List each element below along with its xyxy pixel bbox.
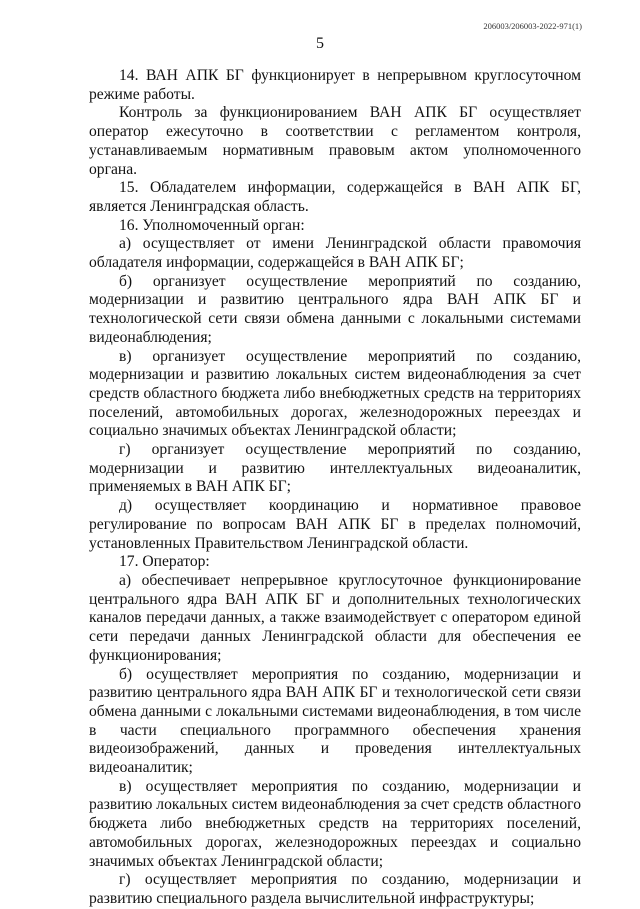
paragraph-16-heading: 16. Уполномоченный орган: xyxy=(119,216,305,234)
paragraph-17-heading: 17. Оператор: xyxy=(119,553,210,571)
paragraph-17-g: г) осуществляет мероприятия по созданию, модернизации и развитию специального раздела вычислительной инфраструктуры; xyxy=(89,871,581,907)
document-id: 206003/206003-2022-971(1) xyxy=(483,21,582,31)
paragraph-14: 14. ВАН АПК БГ функционирует в непрерывном круглосуточном режиме работы. xyxy=(89,67,581,103)
paragraph-17-a: а) обеспечивает непрерывное круглосуточное функционирование центрального ядра ВАН АПК БГ и дополнительных технологических каналов передачи данных, а также взаимодействует с оператором единой сети передачи данных Ленинградской области для обеспечения ее функционирования; xyxy=(89,571,581,664)
page-number: 5 xyxy=(316,35,324,52)
paragraph-16-v: в) организует осуществление мероприятий по созданию, модернизации и развитию локальных систем видеонаблюдения за счет средств областного бюджета либо внебюджетных средств на территориях поселений, автомобильных дорогах, железнодорожных переездах и социально значимых объектах Ленинградской области; xyxy=(89,347,581,440)
paragraph-16-d: д) осуществляет координацию и нормативное правовое регулирование по вопросам ВАН АПК БГ в пределах полномочий, установленных Правительством Ленинградской области. xyxy=(89,497,581,552)
paragraph-16-g: г) организует осуществление мероприятий по созданию, модернизации и развитию интеллектуальных видеоаналитик, применяемых в ВАН АПК БГ; xyxy=(89,441,581,496)
document-body xyxy=(89,67,581,909)
paragraph-16-a: а) осуществляет от имени Ленинградской области правомочия обладателя информации, содержащейся в ВАН АПК БГ; xyxy=(89,235,581,272)
paragraph-14-control: Контроль за функционированием ВАН АПК БГ осуществляет оператор ежесуточно в соответствии с регламентом контроля, устанавливаемым нормативным правовым актом уполномоченного органа. xyxy=(89,104,581,178)
paragraph-15: 15. Обладателем информации, содержащейся в ВАН АПК БГ, является Ленинградская область. xyxy=(89,179,581,215)
paragraph-17-b: б) осуществляет мероприятия по созданию, модернизации и развитию центрального ядра ВАН АПК БГ и технологической сети связи обмена данными с локальными системами видеонаблюдения, в том числе в части специального программного обеспечения хранения видеоизображений, данных и проведения интеллектуальных видеоаналитик; xyxy=(89,665,581,777)
paragraph-17-v: в) осуществляет мероприятия по созданию, модернизации и развитию локальных систем видеонаблюдения за счет средств областного бюджета либо внебюджетных средств на территориях поселений, автомобильных дорогах, железнодорожных переездах и социально значимых объектах Ленинградской области; xyxy=(89,777,581,870)
paragraph-16-b: б) организует осуществление мероприятий по созданию, модернизации и развитию центрального ядра ВАН АПК БГ и технологической сети связи обмена данными с локальными системами видеонаблюдения; xyxy=(89,272,581,346)
